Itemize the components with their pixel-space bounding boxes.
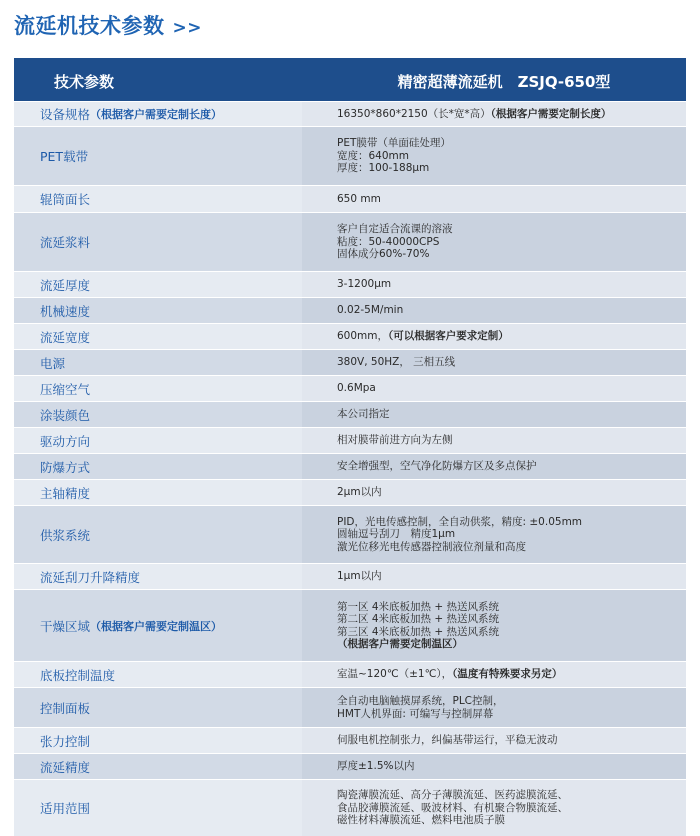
row-value xyxy=(302,728,686,753)
spec-table xyxy=(14,58,686,836)
value-line-text: 1μm以内 xyxy=(337,570,382,583)
value-line-text: 3-1200μm xyxy=(337,278,392,291)
value-line-text: PID，光电传感控制，全自动供浆，精度: ±0.05mm xyxy=(337,515,583,528)
row-label-text: 底板控制温度 xyxy=(40,667,116,683)
value-line xyxy=(337,236,686,249)
value-line xyxy=(337,760,686,773)
value-line-text: 本公司指定 xyxy=(337,408,390,421)
value-line-text: 室温~120℃（±1℃）， xyxy=(337,668,453,681)
row-label-text: 流延刮刀升降精度 xyxy=(40,569,141,585)
row-value xyxy=(302,454,686,479)
row-label-text: 流延宽度 xyxy=(40,329,91,345)
table-row xyxy=(14,401,686,427)
row-label xyxy=(14,480,302,505)
row-value xyxy=(302,350,686,375)
value-line xyxy=(337,248,686,261)
value-line xyxy=(337,162,686,175)
row-label-text: 干燥区域 xyxy=(40,618,91,634)
value-line xyxy=(337,516,686,529)
value-bold-line: （根据客户需要定制温区） xyxy=(337,638,463,650)
value-line-text: 厚度：100-188μm xyxy=(337,162,430,175)
value-line-text: 相对膜带前进方向为左侧 xyxy=(337,434,453,447)
row-label xyxy=(14,350,302,375)
row-label-text: 适用范围 xyxy=(40,801,91,816)
row-label-note: （根据客户需要定制长度） xyxy=(90,108,223,121)
value-line-text: 磁性材料薄膜流延、燃料电池质子膜 xyxy=(337,814,505,827)
row-label xyxy=(14,127,302,185)
table-row xyxy=(14,126,686,185)
row-label xyxy=(14,780,302,836)
row-label-text: 防爆方式 xyxy=(40,459,91,475)
row-label xyxy=(14,298,302,323)
value-line-text: 第二区 4米底板加热 + 热送风系统 xyxy=(337,613,499,625)
row-label xyxy=(14,376,302,401)
value-line-text: 圆轴逗号刮刀 精度1μm xyxy=(337,528,456,541)
table-row xyxy=(14,101,686,126)
row-value xyxy=(302,127,686,185)
header-col-model: 精密超薄流延机 ZSJQ-650型 xyxy=(397,72,611,91)
row-value xyxy=(302,376,686,401)
row-label-text: 设备规格 xyxy=(40,107,91,122)
value-line xyxy=(337,528,686,541)
value-line xyxy=(337,408,686,421)
row-label-text: 流延厚度 xyxy=(40,277,91,293)
double-chevron-icon: >> xyxy=(172,18,202,38)
row-value xyxy=(302,213,686,271)
table-row xyxy=(14,212,686,271)
row-label xyxy=(14,662,302,687)
row-label-text: 主轴精度 xyxy=(40,485,91,501)
row-label-text: 驱动方向 xyxy=(40,433,91,449)
row-label xyxy=(14,754,302,779)
value-line xyxy=(337,137,686,150)
value-line xyxy=(337,223,686,236)
row-value xyxy=(302,506,686,563)
value-line xyxy=(337,668,686,681)
value-line-text: 固体成分60%-70% xyxy=(337,248,430,261)
row-label-text: 辊筒面长 xyxy=(40,192,91,207)
table-row xyxy=(14,661,686,687)
table-header xyxy=(14,61,686,101)
value-line-text: 食品胶薄膜流延、吸波材料、有机聚合物膜流延、 xyxy=(337,801,568,814)
value-line-text: 厚度±1.5%以内 xyxy=(337,760,415,773)
row-label xyxy=(14,186,302,212)
value-line-text: 伺服电机控制张力，纠偏基带运行，平稳无波动 xyxy=(337,734,558,747)
table-row xyxy=(14,589,686,661)
value-line-text: 全自动电脑触摸屏系统，PLC控制， xyxy=(337,695,504,707)
value-line xyxy=(337,601,686,614)
table-row xyxy=(14,727,686,753)
table-row xyxy=(14,427,686,453)
value-line xyxy=(337,570,686,583)
table-row xyxy=(14,323,686,349)
row-value xyxy=(302,780,686,836)
table-row xyxy=(14,375,686,401)
value-line-text: 第三区 4米底板加热 + 热送风系统 xyxy=(337,625,499,638)
value-line-text: 380V, 50HZ， 三相五线 xyxy=(337,356,456,369)
table-row xyxy=(14,297,686,323)
value-line xyxy=(337,541,686,554)
row-label-text: 机械速度 xyxy=(40,303,91,319)
value-line xyxy=(337,356,686,369)
value-line xyxy=(337,814,686,827)
row-label-text: 涂装颜色 xyxy=(40,407,91,423)
row-value xyxy=(302,324,686,349)
row-label xyxy=(14,454,302,479)
value-line xyxy=(337,434,686,447)
value-line xyxy=(337,382,686,395)
header-col-param: 技术参数 xyxy=(54,72,115,91)
row-label xyxy=(14,102,302,126)
value-line xyxy=(337,802,686,815)
row-value xyxy=(302,428,686,453)
row-value xyxy=(302,688,686,727)
row-value xyxy=(302,564,686,589)
value-line xyxy=(337,613,686,626)
row-value xyxy=(302,590,686,661)
value-line xyxy=(337,330,686,343)
row-label-text: 张力控制 xyxy=(40,733,91,749)
value-line-text: 0.6Mpa xyxy=(337,382,376,395)
row-value xyxy=(302,662,686,687)
value-line-text: PET膜带（单面硅处理） xyxy=(337,137,451,150)
row-label xyxy=(14,688,302,727)
table-row xyxy=(14,185,686,212)
table-row xyxy=(14,271,686,297)
value-line xyxy=(337,789,686,802)
row-label-text: 供浆系统 xyxy=(40,527,91,543)
row-value xyxy=(302,272,686,297)
value-line-text: 650 mm xyxy=(337,192,381,205)
row-value xyxy=(302,186,686,212)
row-label-text: 流延浆料 xyxy=(40,235,91,250)
row-value xyxy=(302,402,686,427)
value-line-text: 600mm， xyxy=(337,330,388,343)
row-label xyxy=(14,590,302,661)
page-title xyxy=(14,10,202,40)
row-value xyxy=(302,298,686,323)
value-line-text: 陶瓷薄膜流延、高分子薄膜流延、医药滤膜流延、 xyxy=(337,789,568,802)
row-label-note: （根据客户需要定制温区） xyxy=(90,619,223,633)
table-row xyxy=(14,453,686,479)
row-label-text: PET载带 xyxy=(40,149,89,164)
row-label-text: 电源 xyxy=(40,355,66,371)
value-line-text: 粘度：50-40000CPS xyxy=(337,235,440,248)
table-row xyxy=(14,349,686,375)
table-body xyxy=(14,101,686,836)
row-label xyxy=(14,564,302,589)
value-line-text: 16350*860*2150（长*宽*高） xyxy=(337,107,491,120)
page-title-text: 流延机技术参数 xyxy=(14,14,165,38)
value-line-text: 第一区 4米底板加热 + 热送风系统 xyxy=(337,600,499,613)
value-line-text: HMT人机界面: 可编写与控制屏幕 xyxy=(337,707,494,720)
value-line-text: 激光位移光电传感器控制液位剂量和高度 xyxy=(337,540,526,553)
row-label xyxy=(14,428,302,453)
value-line xyxy=(337,708,686,721)
value-line xyxy=(337,626,686,639)
row-label xyxy=(14,324,302,349)
value-line xyxy=(337,486,686,499)
value-line xyxy=(337,150,686,163)
value-line-text: 客户自定适合流课的溶液 xyxy=(337,223,453,236)
table-row xyxy=(14,563,686,589)
row-label-text: 控制面板 xyxy=(40,700,91,716)
row-label xyxy=(14,272,302,297)
value-line xyxy=(337,460,686,473)
table-row xyxy=(14,753,686,779)
row-label xyxy=(14,506,302,563)
value-line xyxy=(337,695,686,708)
row-label xyxy=(14,213,302,271)
value-line xyxy=(337,193,686,206)
value-line-text: 安全增强型，空气净化防爆方区及多点保护 xyxy=(337,460,537,473)
value-line xyxy=(337,278,686,291)
value-note: （温度有特殊要求另定） xyxy=(452,668,563,681)
value-line xyxy=(337,108,686,121)
table-row xyxy=(14,479,686,505)
row-label xyxy=(14,402,302,427)
row-value xyxy=(302,754,686,779)
row-label-text: 流延精度 xyxy=(40,759,91,775)
value-note: （可以根据客户要求定制） xyxy=(388,330,509,343)
table-row xyxy=(14,505,686,563)
table-row xyxy=(14,687,686,727)
row-label-text: 压缩空气 xyxy=(40,381,91,397)
row-value xyxy=(302,102,686,126)
value-line xyxy=(337,304,686,317)
row-value xyxy=(302,480,686,505)
value-line-text: 2μm以内 xyxy=(337,486,382,499)
value-line-text: 0.02-5M/min xyxy=(337,304,404,317)
row-label xyxy=(14,728,302,753)
table-row xyxy=(14,779,686,836)
value-line-text: 宽度：640mm xyxy=(337,149,409,162)
value-note: （根据客户需要定制长度） xyxy=(490,107,612,120)
value-line xyxy=(337,734,686,747)
